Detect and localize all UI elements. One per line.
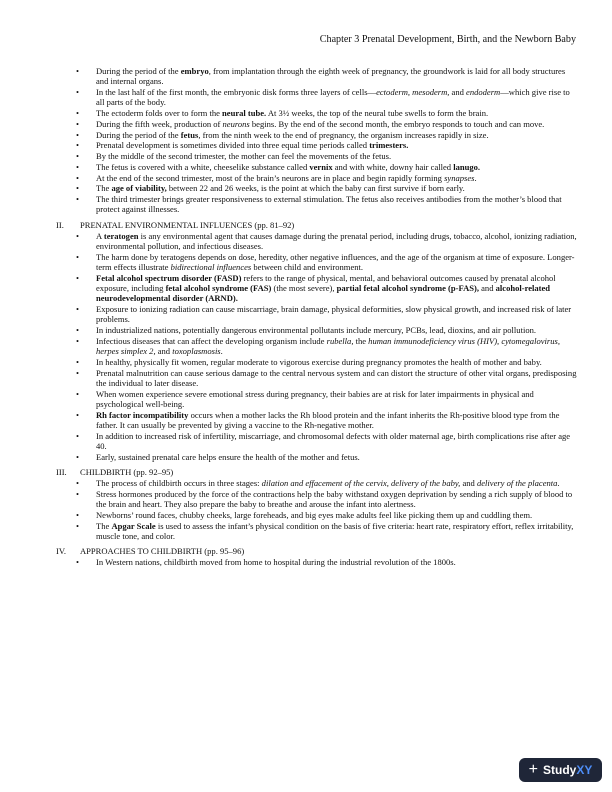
bullet-item bbox=[68, 140, 578, 150]
text-run: . bbox=[557, 478, 560, 488]
bullet-item bbox=[68, 431, 578, 452]
section-bullet-list bbox=[68, 478, 578, 541]
bullet-item bbox=[68, 452, 578, 462]
bold-term: Fetal alcohol spectrum disorder (FASD) bbox=[96, 272, 242, 283]
italic-term: bidirectional influences bbox=[170, 262, 252, 272]
bullet-item bbox=[68, 151, 578, 161]
bullet-item bbox=[68, 478, 578, 488]
text-run: The process of childbirth occurs in three stages: bbox=[96, 478, 262, 488]
bold-term: age of viability, bbox=[111, 183, 167, 194]
text-run: The harm done by teratogens depends on dose, heredity, other negative influences, and the age of the organism at time of exposure. Longer-term effects illustrate bbox=[96, 251, 575, 272]
text-run: —which give rise to all parts of the body. bbox=[96, 87, 570, 108]
italic-term: toxoplasmosis bbox=[172, 346, 221, 356]
italic-term: human immunodeficiency virus (HIV), cytomegalovirus, herpes simplex 2, bbox=[96, 335, 560, 356]
bold-term: partial fetal alcohol syndrome (p-FAS), bbox=[336, 283, 479, 293]
italic-term: ectoderm, mesoderm, bbox=[376, 87, 450, 97]
bullet-item bbox=[68, 410, 578, 431]
text-run: and bbox=[449, 87, 467, 97]
text-run: In industrialized nations, potentially dangerous environmental pollutants include mercury, PCBs, lead, dioxins, and air pollution. bbox=[96, 325, 537, 335]
italic-term: delivery of the placenta bbox=[476, 478, 558, 488]
text-run: begins. By the end of the second month, the embryo responds to touch and can move. bbox=[249, 118, 545, 129]
text-run: Early, sustained prenatal care helps ensure the health of the mother and fetus. bbox=[96, 451, 360, 462]
text-run: The bbox=[96, 520, 112, 531]
section-number: IV. bbox=[56, 546, 67, 556]
studyxy-badge[interactable] bbox=[519, 758, 602, 782]
bullet-item bbox=[68, 304, 578, 325]
bullet-item bbox=[68, 183, 578, 193]
bullet-item bbox=[68, 162, 578, 172]
bullet-item bbox=[68, 194, 578, 215]
text-run: During the period of the bbox=[96, 129, 181, 140]
section-heading bbox=[56, 467, 578, 477]
text-run: By the middle of the second trimester, the mother can feel the movements of the fetus. bbox=[96, 151, 392, 161]
bold-term: Rh factor incompatibility bbox=[96, 409, 189, 420]
text-run: Stress hormones produced by the force of the contractions help the baby withstand oxygen deprivation by sending a rich supply of blood to the brain and heart. They also prepare the baby to breathe and arouse the infant into alertness. bbox=[96, 488, 573, 509]
bullet-item bbox=[68, 119, 578, 129]
section-heading bbox=[56, 220, 578, 230]
italic-term: neurons bbox=[222, 118, 250, 129]
page-content bbox=[56, 66, 578, 568]
text-run: In addition to increased risk of infertility, miscarriage, and chromosomal defects with older maternal age, birth complications rise after age 40. bbox=[96, 430, 571, 451]
section-bullet-list bbox=[68, 557, 578, 567]
bullet-item bbox=[68, 336, 578, 357]
text-run: The fetus is covered with a white, cheeselike substance called bbox=[96, 161, 310, 172]
section-heading bbox=[56, 546, 578, 556]
text-run: In Western nations, childbirth moved from home to hospital during the industrial revolution of the 1800s. bbox=[96, 557, 456, 568]
text-run: At the end of the second trimester, most of the brain’s neurons are in place and begin rapidly forming bbox=[96, 172, 445, 183]
bullet-item bbox=[68, 130, 578, 140]
text-run: A bbox=[96, 230, 104, 241]
text-run: is used to assess the infant’s physical condition on the basis of five criteria: heart rate, respiratory effort, reflex irritability, muscle tone, and color. bbox=[96, 520, 574, 541]
bullet-item bbox=[68, 87, 578, 108]
text-run: between 22 and 26 weeks, is the point at which the baby can first survive if born early. bbox=[166, 183, 465, 194]
text-run: , from implantation through the eighth week of pregnancy, the groundwork is laid for all body structures and internal organs. bbox=[96, 66, 566, 87]
bullet-item bbox=[68, 489, 578, 510]
text-run: occurs when a mother lacks the Rh blood protein and the infant inherits the Rh-positive blood type from the father. It can usually be prevented by giving a vaccine to the Rh-negative mother. bbox=[96, 409, 560, 430]
section-title: PRENATAL ENVIRONMENTAL INFLUENCES (pp. 81–92) bbox=[80, 219, 295, 230]
text-run: . bbox=[220, 346, 223, 356]
intro-bullet-list bbox=[68, 66, 578, 215]
italic-term: rubella, bbox=[326, 335, 354, 346]
bullet-item bbox=[68, 357, 578, 367]
text-run: Newborns’ round faces, chubby cheeks, large foreheads, and big eyes make adults feel like picking them up and cuddling them. bbox=[96, 509, 533, 520]
text-run: Prenatal development is sometimes divided into three equal time periods called bbox=[96, 140, 370, 151]
bold-term: alcohol-related neurodevelopmental disorder (ARND). bbox=[96, 283, 551, 304]
bold-term: trimesters. bbox=[369, 140, 409, 151]
text-run: the bbox=[353, 335, 369, 346]
bullet-item bbox=[68, 173, 578, 183]
bullet-item bbox=[68, 231, 578, 252]
bullet-item bbox=[68, 252, 578, 273]
outline-sections bbox=[56, 219, 578, 568]
text-run: Exposure to ionizing radiation can cause miscarriage, brain damage, physical deformities, slow physical growth, and increased risk of later problems. bbox=[96, 304, 572, 325]
bold-term: vernix bbox=[309, 161, 333, 172]
text-run: The ectoderm folds over to form the bbox=[96, 108, 223, 118]
section-number: III. bbox=[56, 466, 67, 477]
bullet-item bbox=[68, 521, 578, 542]
bold-term: Apgar Scale bbox=[111, 520, 156, 531]
badge-brand: Study bbox=[542, 763, 577, 777]
section-title: CHILDBIRTH (pp. 92–95) bbox=[80, 466, 174, 477]
italic-term: dilation and effacement of the cervix, delivery of the baby, bbox=[261, 478, 461, 488]
bold-term: lanugo. bbox=[453, 161, 481, 172]
text-run: In healthy, physically fit women, regular moderate to vigorous exercise during pregnancy promotes the health of mother and baby. bbox=[96, 356, 542, 367]
running-head: Chapter 3 Prenatal Development, Birth, and the Newborn Baby bbox=[319, 34, 576, 45]
bold-term: teratogen bbox=[103, 230, 139, 241]
text-run: between child and environment. bbox=[251, 262, 364, 272]
bold-term: fetal alcohol syndrome (FAS) bbox=[165, 283, 272, 293]
text-run: and with white, downy hair called bbox=[332, 161, 454, 172]
bold-term: embryo bbox=[180, 66, 209, 76]
text-run: is any environmental agent that causes damage during the prenatal period, including drugs, tobacco, alcohol, ionizing radiation, environmental pollution, and infectious diseases. bbox=[96, 230, 577, 251]
text-run: The third trimester brings greater responsiveness to external stimulation. The fetus also receives antibodies from the mother’s blood that protect against illnesses. bbox=[96, 194, 562, 215]
plus-icon: + bbox=[528, 761, 538, 778]
text-run: When women experience severe emotional stress during pregnancy, their babies are at risk for later impairments in physical and psychological well-being. bbox=[96, 388, 534, 409]
text-run: . bbox=[474, 172, 477, 183]
text-run: and bbox=[479, 283, 496, 293]
bold-term: fetus bbox=[180, 129, 199, 140]
bullet-item bbox=[68, 510, 578, 520]
bullet-item bbox=[68, 557, 578, 567]
text-run: Infectious diseases that can affect the developing organism include bbox=[96, 335, 327, 346]
text-run: and bbox=[155, 346, 173, 356]
text-run: refers to the range of physical, mental, and behavioral outcomes caused by prenatal alcohol exposure, including bbox=[96, 272, 556, 293]
text-run: At 3½ weeks, the top of the neural tube swells to form the brain. bbox=[266, 108, 489, 118]
bold-term: neural tube. bbox=[222, 108, 267, 118]
section-title: APPROACHES TO CHILDBIRTH (pp. 95–96) bbox=[80, 546, 245, 556]
bullet-item bbox=[68, 66, 578, 87]
text-run: During the fifth week, production of bbox=[96, 118, 223, 129]
bullet-item bbox=[68, 389, 578, 410]
badge-brand-accent: XY bbox=[576, 763, 593, 777]
text-run: The bbox=[96, 183, 112, 194]
text-run: and bbox=[460, 478, 477, 488]
text-run: (the most severe), bbox=[271, 283, 337, 293]
text-run: During the period of the bbox=[96, 66, 181, 76]
bullet-item bbox=[68, 368, 578, 389]
section-number: II. bbox=[56, 219, 64, 230]
text-run: , from the ninth week to the end of pregnancy, the organism increases rapidly in size. bbox=[198, 129, 489, 140]
section-bullet-list bbox=[68, 231, 578, 462]
bullet-item bbox=[68, 273, 578, 304]
italic-term: synapses bbox=[444, 172, 475, 183]
bullet-item bbox=[68, 325, 578, 335]
italic-term: endoderm bbox=[466, 87, 501, 97]
bullet-item bbox=[68, 108, 578, 118]
text-run: Prenatal malnutrition can cause serious damage to the central nervous system and can distort the structure of other vital organs, predisposing the individual to later disease. bbox=[96, 367, 577, 388]
text-run: In the last half of the first month, the embryonic disk forms three layers of cells— bbox=[96, 87, 377, 97]
